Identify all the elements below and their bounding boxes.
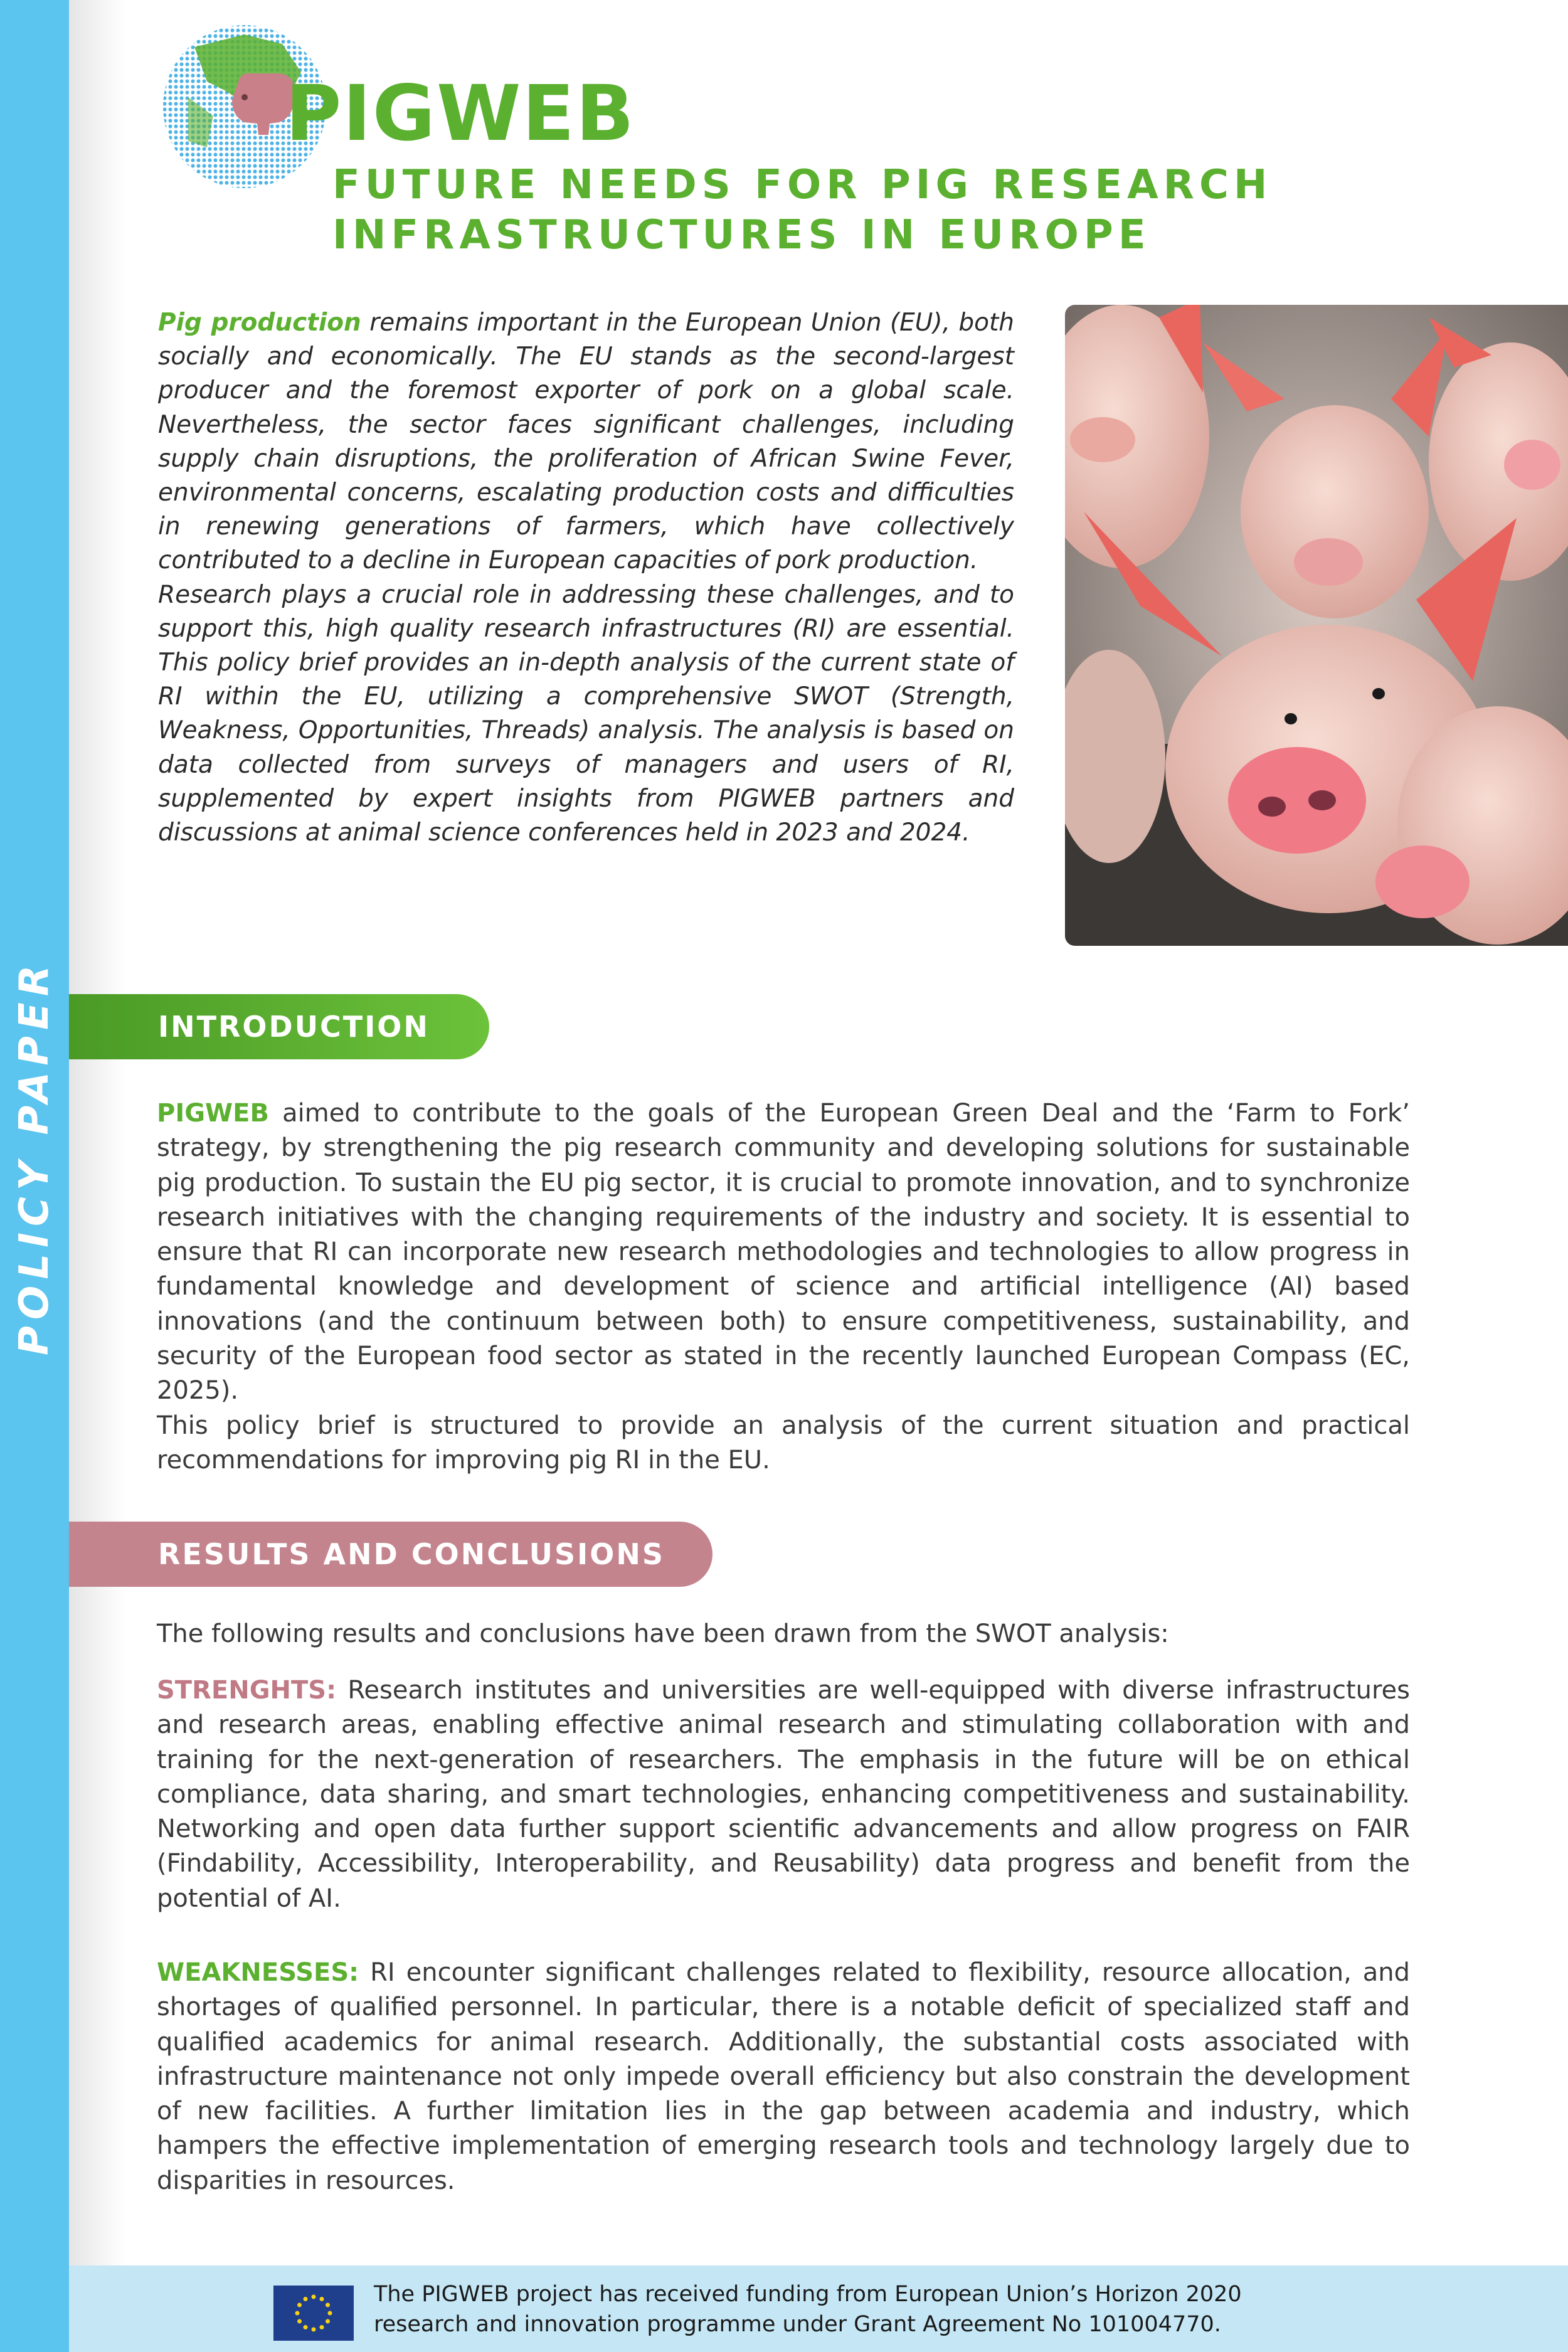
weaknesses-label: WEAKNESSES: xyxy=(157,1958,359,1987)
introduction-lead: PIGWEB xyxy=(157,1099,269,1128)
funding-line-1: The PIGWEB project has received funding from European Union’s Horizon 2020 xyxy=(374,2282,1242,2307)
intro-text-1: remains important in the European Union (EU), both socially and economically. The EU stands as the second-largest producer and the foremost exporter of pork on a global scale. Nevertheless, the sector faces significant challenges, including supply chain disruptions, the proliferation of African Swine Fever, environmental concerns, escalating production costs and difficulties in renewing generations of farmers, which have collectively contributed to a decline in European capacities of pork production. xyxy=(158,309,1015,575)
strengths-paragraph xyxy=(157,1673,1410,1916)
strengths-label: STRENGHTS: xyxy=(157,1676,337,1705)
introduction-text-2: This policy brief is structured to provide an analysis of the current situation and practical recommendations for improving pig RI in the EU. xyxy=(157,1411,1410,1475)
intro-text-2: Research plays a crucial role in addressing these challenges, and to support this, high quality research infrastructures (RI) are essential. This policy brief provides an in-depth analysis of the current state of RI within the EU, utilizing a comprehensive SWOT (Strength, Weakness, Opportunities, Threads) analysis. The analysis is based on data collected from surveys of managers and users of RI, supplemented by expert insights from PIGWEB partners and discussions at animal science conferences held in 2023 and 2024. xyxy=(158,580,1014,847)
eu-flag-icon xyxy=(273,2286,354,2341)
sidebar-label: POLICY PAPER xyxy=(11,959,58,1355)
title-line-1: FUTURE NEEDS FOR PIG RESEARCH xyxy=(332,162,1273,208)
strengths-text: Research institutes and universities are well-equipped with diverse infrastructures and research areas, enabling effective animal research and stimulating collaboration with and training for the next-generation of researchers. The emphasis in the future will be on ethical compliance, data sharing, and smart technologies, enhancing competitiveness and sustainability. Networking and open data further support scientific advancements and allow progress on FAIR (Findability, Accessibility, Interoperability, and Reusability) data progress and benefit from the potential of AI. xyxy=(157,1676,1410,1913)
page-title xyxy=(332,160,1399,260)
introduction-text-1: aimed to contribute to the goals of the European Green Deal and the ‘Farm to Fork’ strategy, by strengthening the pig research community and developing solutions for sustainable pig production. To sustain the EU pig sector, it is crucial to promote innovation, and to synchronize research initiatives with the changing requirements of the industry and society. It is essential to ensure that RI can incorporate new research methodologies and technologies to allow progress in fundamental knowledge and development of science and artificial intelligence (AI) based innovations (and the continuum between both) to ensure competitiveness, sustainability, and security of the European food sector as stated in the recently launched European Compass (EC, 2025). xyxy=(157,1099,1410,1406)
weaknesses-text: RI encounter significant challenges related to flexibility, resource allocation, and shortages of qualified personnel. In particular, there is a notable deficit of specialized staff and qualified academics for animal research. Additionally, the substantial costs associated with infrastructure maintenance not only impede overall efficiency but also constrain the development of new facilities. A further limitation lies in the gap between academia and industry, which hampers the effective implementation of emerging research tools and technology largely due to disparities in resources. xyxy=(157,1958,1410,2195)
title-line-2: INFRASTRUCTURES IN EUROPE xyxy=(332,212,1151,258)
sidebar xyxy=(0,0,69,2352)
funding-footer xyxy=(69,2265,1568,2352)
piglets-photo xyxy=(1065,305,1568,946)
logo-wordmark: PIGWEB xyxy=(285,69,635,158)
funding-line-2: research and innovation programme under Grant Agreement No 101004770. xyxy=(374,2312,1221,2337)
results-heading: RESULTS AND CONCLUSIONS xyxy=(69,1522,712,1587)
introduction-heading: INTRODUCTION xyxy=(69,994,489,1059)
introduction-paragraph xyxy=(157,1096,1410,1478)
sidebar-shadow xyxy=(69,0,125,2352)
weaknesses-paragraph xyxy=(157,1956,1410,2198)
funding-text xyxy=(374,2279,1440,2339)
intro-lead: Pig production xyxy=(158,309,361,337)
results-lead: The following results and conclusions have been drawn from the SWOT analysis: xyxy=(157,1619,1169,1648)
intro-paragraph xyxy=(158,306,1014,850)
